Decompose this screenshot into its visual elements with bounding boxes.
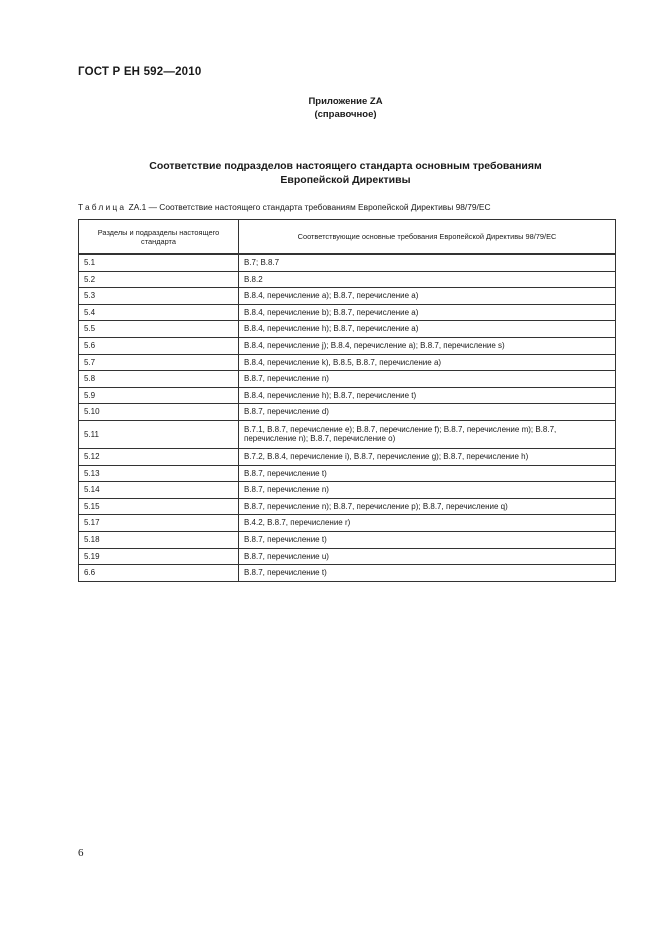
document-code: ГОСТ Р ЕН 592—2010 [78, 66, 202, 78]
section-heading [0, 159, 661, 187]
requirement-cell: В.8.4, перечисление а); В.8.7, перечисление а) [239, 288, 616, 305]
requirement-cell: В.8.7, перечисление u) [239, 548, 616, 565]
requirement-cell: В.8.7, перечисление t) [239, 465, 616, 482]
requirement-cell: В.8.7, перечисление n); В.8.7, перечисление p); В.8.7, перечисление q) [239, 498, 616, 515]
table-caption [78, 202, 491, 212]
table-row [79, 321, 616, 338]
table-caption-text: ZA.1 — Соответствие настоящего стандарта требованиям Европейской Директивы 98/79/ЕС [126, 202, 491, 212]
section-cell: 5.19 [79, 548, 239, 565]
section-cell: 5.2 [79, 271, 239, 288]
section-cell: 5.3 [79, 288, 239, 305]
requirement-cell: В.8.4, перечисление h); В.8.7, перечисление а) [239, 321, 616, 338]
requirement-cell: В.8.7, перечисление n) [239, 371, 616, 388]
table-row [79, 482, 616, 499]
section-cell: 5.10 [79, 404, 239, 421]
table-row [79, 448, 616, 465]
table-row [79, 371, 616, 388]
section-cell: 5.13 [79, 465, 239, 482]
section-cell: 5.5 [79, 321, 239, 338]
table-row [79, 337, 616, 354]
section-cell: 5.17 [79, 515, 239, 532]
table-body [79, 254, 616, 581]
heading-line-2: Европейской Директивы [280, 174, 411, 186]
table-row [79, 387, 616, 404]
section-cell: 5.9 [79, 387, 239, 404]
requirement-cell: В.4.2, В.8.7, перечисление r) [239, 515, 616, 532]
table-row [79, 565, 616, 582]
section-cell: 5.11 [79, 420, 239, 448]
requirement-cell: В.8.7, перечисление t) [239, 565, 616, 582]
section-cell: 5.7 [79, 354, 239, 371]
annex-title: Приложение ZA [308, 96, 383, 107]
table-caption-label: Таблица [78, 202, 127, 212]
table-row [79, 354, 616, 371]
section-cell: 5.15 [79, 498, 239, 515]
table-row [79, 465, 616, 482]
requirement-cell: В.8.4, перечисление h); В.8.7, перечисление t) [239, 387, 616, 404]
table-header-row [79, 220, 616, 255]
annex-header [0, 95, 661, 121]
section-cell: 5.4 [79, 304, 239, 321]
table-row [79, 498, 616, 515]
section-cell: 5.1 [79, 254, 239, 271]
table-row [79, 548, 616, 565]
section-cell: 5.18 [79, 531, 239, 548]
table-row [79, 254, 616, 271]
requirement-cell: В.8.4, перечисление k), В.8.5, В.8.7, перечисление а) [239, 354, 616, 371]
page-number: 6 [78, 847, 84, 859]
requirements-table [78, 219, 616, 582]
section-cell: 5.6 [79, 337, 239, 354]
requirement-cell: В.7.2, В.8.4, перечисление i), В.8.7, перечисление g); В.8.7, перечисление h) [239, 448, 616, 465]
table-row [79, 404, 616, 421]
section-cell: 5.14 [79, 482, 239, 499]
requirement-cell: В.8.2 [239, 271, 616, 288]
requirement-cell: В.7.1, В.8.7, перечисление е); В.8.7, перечисление f); В.8.7, перечисление m); В.8.7, перечисление n); В.8.7, перечисление о) [239, 420, 616, 448]
heading-line-1: Соответствие подразделов настоящего стандарта основным требованиям [149, 160, 542, 172]
column-header-sections: Разделы и подразделы настоящего стандарта [79, 220, 239, 255]
section-cell: 5.12 [79, 448, 239, 465]
requirement-cell: В.8.7, перечисление t) [239, 531, 616, 548]
requirement-cell: В.8.4, перечисление b); В.8.7, перечисление а) [239, 304, 616, 321]
requirement-cell: В.8.7, перечисление n) [239, 482, 616, 499]
section-cell: 6.6 [79, 565, 239, 582]
table-row [79, 531, 616, 548]
requirement-cell: В.8.4, перечисление j); В.8.4, перечисление а); В.8.7, перечисление s) [239, 337, 616, 354]
requirement-cell: В.8.7, перечисление d) [239, 404, 616, 421]
table-row [79, 304, 616, 321]
requirement-cell: В.7; В.8.7 [239, 254, 616, 271]
section-cell: 5.8 [79, 371, 239, 388]
table-row [79, 420, 616, 448]
table-row [79, 288, 616, 305]
table-row [79, 271, 616, 288]
annex-note: (справочное) [314, 109, 377, 120]
table-row [79, 515, 616, 532]
column-header-requirements: Соответствующие основные требования Европейской Директивы 98/79/ЕС [239, 220, 616, 255]
